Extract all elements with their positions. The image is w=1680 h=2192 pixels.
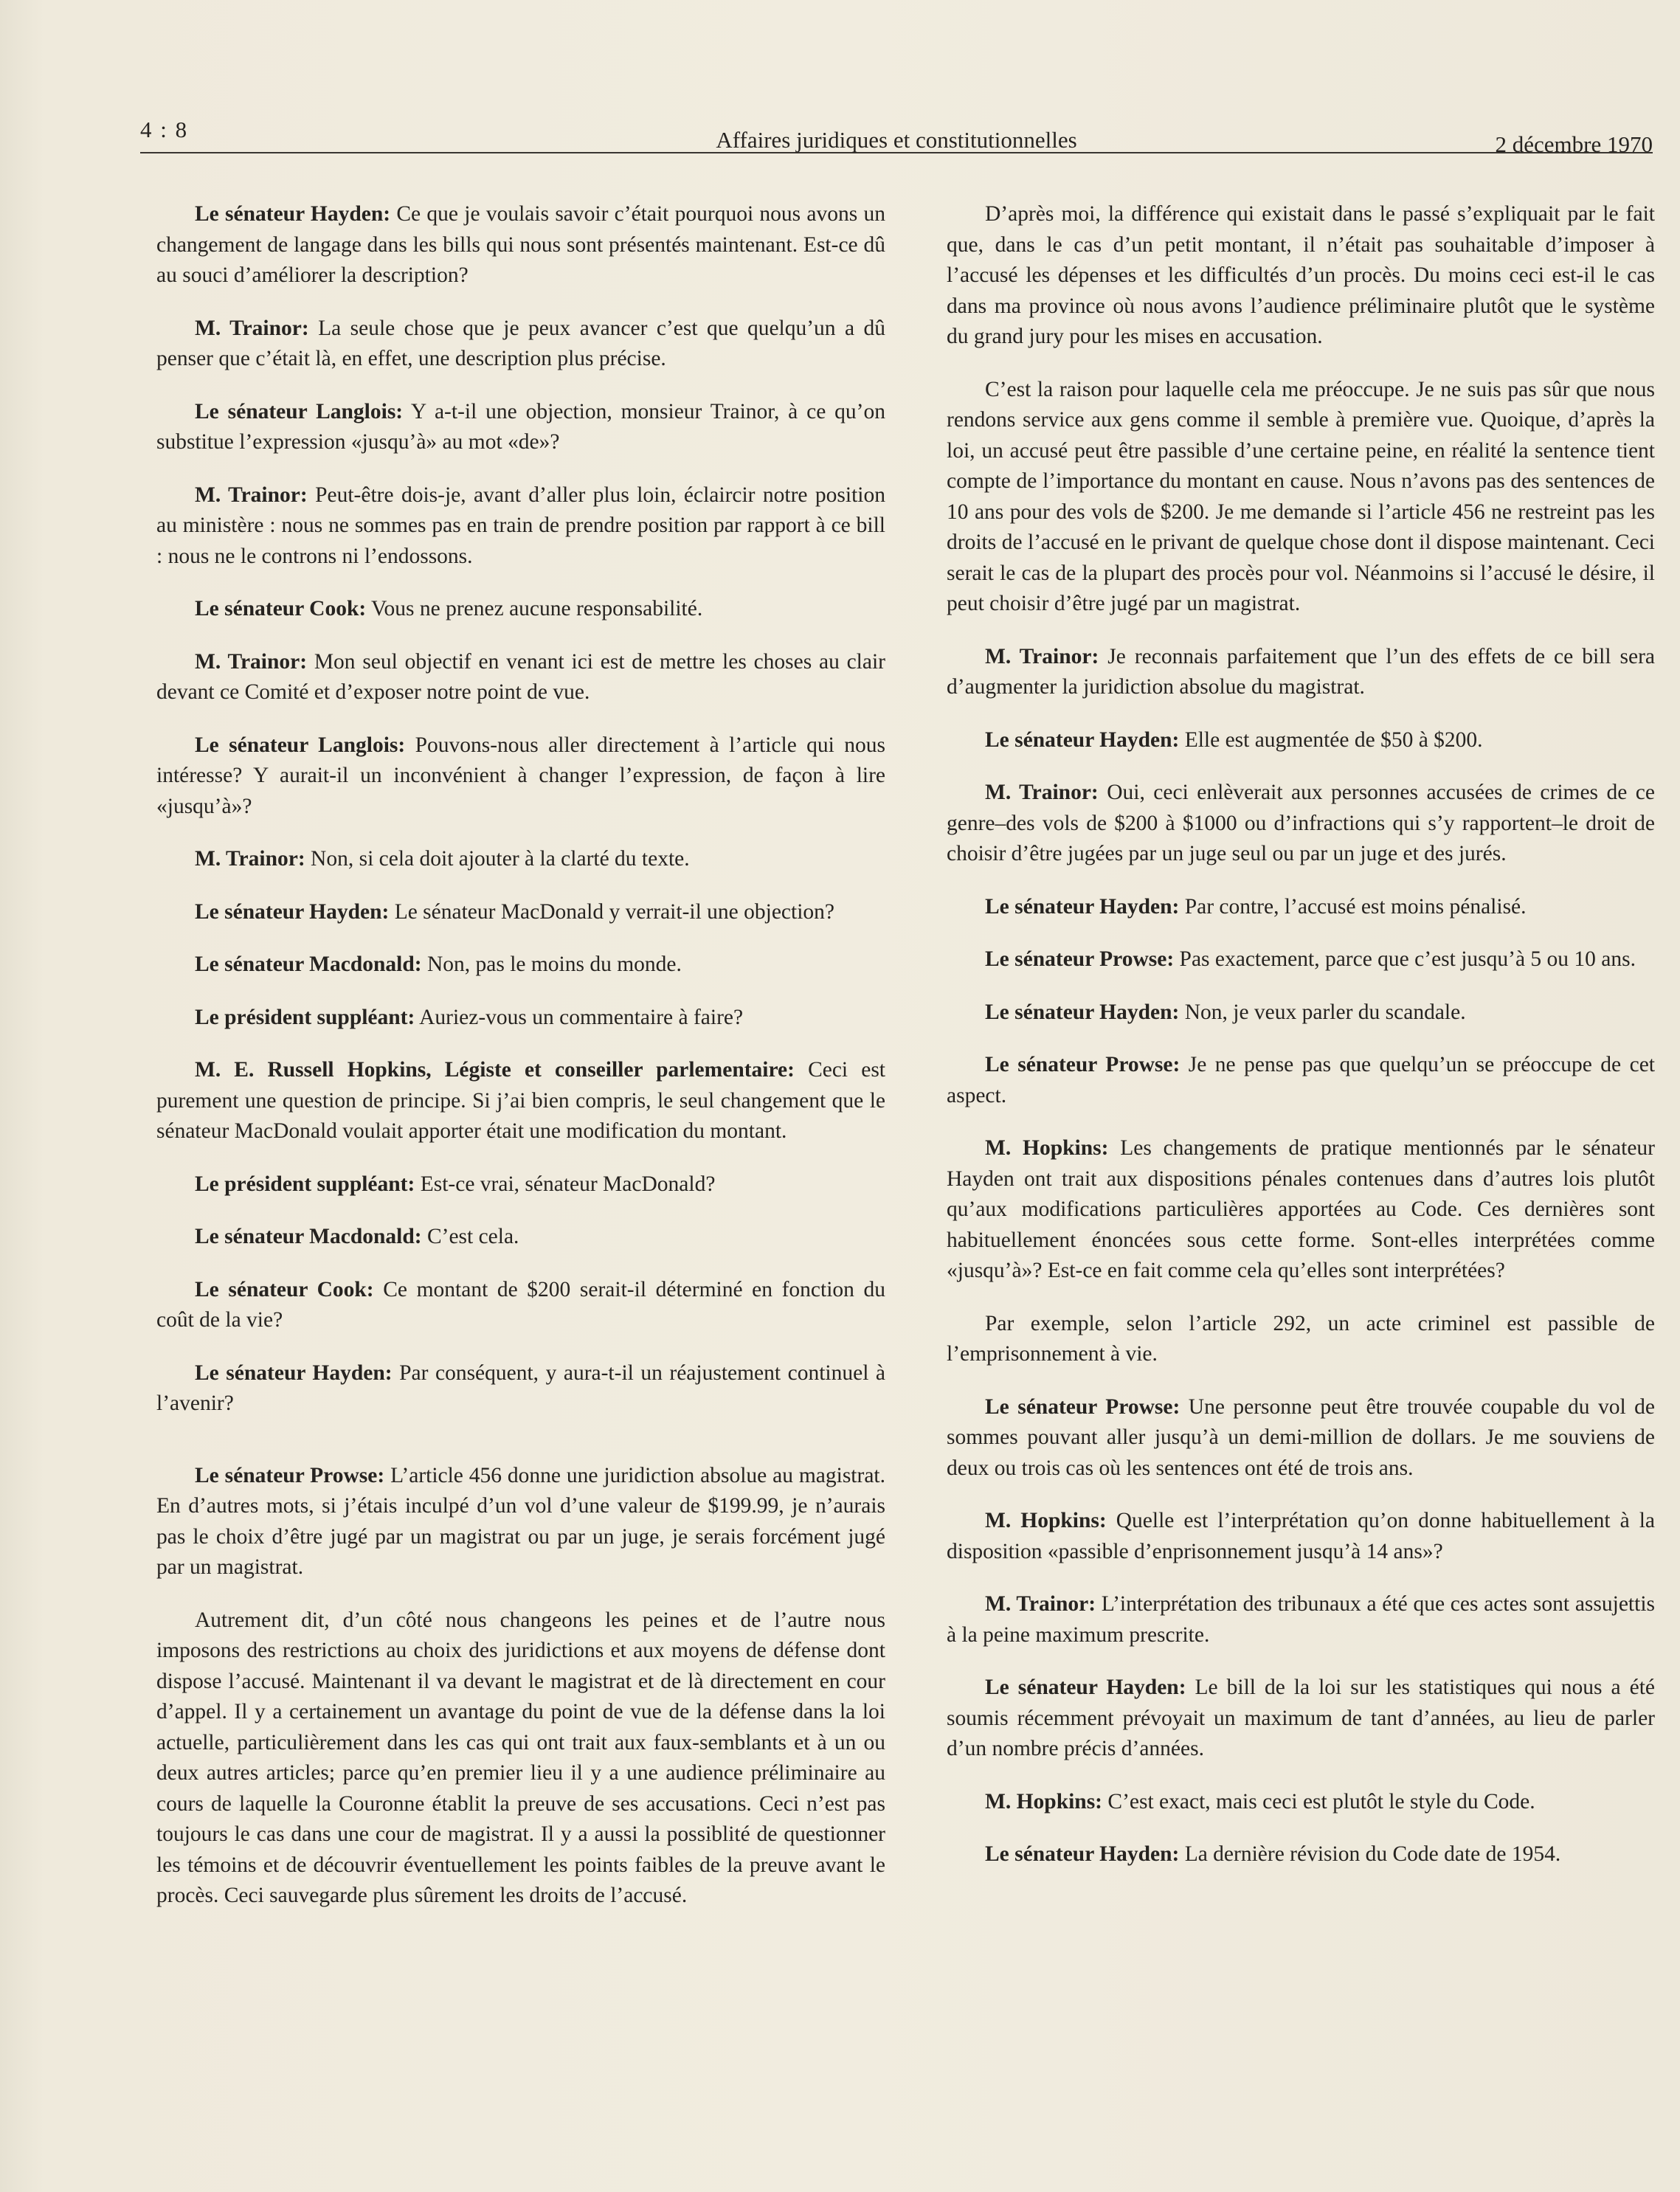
speaker-name: Le sénateur Hayden: bbox=[195, 202, 391, 226]
page-header bbox=[140, 111, 1653, 157]
speaker-name: M. Trainor: bbox=[195, 649, 308, 674]
speaker-name: Le sénateur Macdonald: bbox=[195, 952, 422, 976]
speaker-name: M. E. Russell Hopkins, Légiste et conseiller parlementaire: bbox=[195, 1058, 795, 1082]
paragraph-text: L’interprétation des tribunaux a été que ces actes sont assujettis à la peine maximum prescrite. bbox=[947, 1592, 1655, 1647]
paragraph-text: Je reconnais parfaitement que l’un des effets de ce bill sera d’augmenter la juridiction absolue du magistrat. bbox=[947, 644, 1656, 699]
paragraph-text: Non, pas le moins du monde. bbox=[421, 952, 682, 976]
paragraph-text: Non, si cela doit ajouter à la clarté du texte. bbox=[305, 847, 690, 871]
speaker-name: M. Trainor: bbox=[985, 644, 1099, 668]
transcript-paragraph bbox=[156, 594, 885, 625]
transcript-paragraph bbox=[156, 950, 885, 981]
transcript-paragraph bbox=[947, 778, 1655, 870]
transcript-paragraph bbox=[156, 1003, 885, 1034]
speaker-name: Le sénateur Hayden: bbox=[985, 894, 1180, 919]
speaker-name: M. Hopkins: bbox=[985, 1136, 1109, 1160]
paragraph-text: D’après moi, la différence qui existait dans le passé s’expliquait par le fait que, dans le cas d’un petit montant, il n’était pas souhaitable d’imposer à l’accusé les dépenses et les difficultés d’un procès. Du moins ceci est-il le cas dans ma province où nous avons l’audience préliminaire plutôt que le système du grand jury pour les mises en accusation. bbox=[947, 202, 1655, 348]
speaker-name: M. Trainor: bbox=[985, 781, 1099, 804]
transcript-paragraph bbox=[947, 1392, 1655, 1484]
transcript-paragraph bbox=[156, 1358, 885, 1420]
speaker-name: Le sénateur Macdonald: bbox=[195, 1225, 422, 1248]
paragraph-text: Par conséquent, y aura-t-il un réajustement continuel à l’avenir? bbox=[156, 1361, 886, 1415]
paragraph-text: La seule chose que je peux avancer c’est que quelqu’un a dû penser que c’était là, en effet, une description plus précise. bbox=[156, 316, 885, 370]
transcript-paragraph bbox=[947, 199, 1655, 353]
transcript-paragraph bbox=[947, 725, 1655, 756]
paragraph-text: Pas exactement, parce que c’est jusqu’à 5 ou 10 ans. bbox=[1174, 947, 1636, 971]
transcript-paragraph bbox=[156, 314, 885, 375]
paragraph-text: Pouvons-nous aller directement à l’article qui nous intéresse? Y aurait-il un inconvénient à changer l’expression, de façon à lire «jusqu’à»? bbox=[156, 733, 885, 818]
transcript-paragraph bbox=[947, 1050, 1655, 1111]
transcript-paragraph bbox=[156, 1055, 885, 1147]
transcript-paragraph bbox=[947, 1839, 1655, 1870]
transcript-paragraph bbox=[947, 944, 1655, 975]
paragraph-text: Ceci est purement une question de principe. Si j’ai bien compris, le seul changement que le sénateur MacDonald voulait apporter était une modification du montant. bbox=[156, 1058, 885, 1143]
paragraph-text: C’est cela. bbox=[421, 1225, 519, 1248]
paragraph-text: C’est exact, mais ceci est plutôt le style du Code. bbox=[1102, 1789, 1535, 1814]
paragraph-text: Le sénateur MacDonald y verrait-il une objection? bbox=[389, 899, 834, 924]
speaker-name: Le sénateur Prowse: bbox=[195, 1463, 385, 1487]
speaker-name: Le sénateur Hayden: bbox=[985, 1000, 1180, 1024]
paragraph-text: Par exemple, selon l’article 292, un acte criminel est passible de l’emprisonnement à vie. bbox=[947, 1311, 1655, 1366]
header-date: 2 décembre 1970 bbox=[1495, 131, 1653, 157]
right-column bbox=[947, 199, 1655, 1892]
paragraph-text: Quelle est l’interprétation qu’on donne habituellement à la disposition «passible d’enprisonnement jusqu’à 14 ans»? bbox=[947, 1509, 1655, 1563]
transcript-paragraph bbox=[156, 1222, 885, 1253]
transcript-paragraph bbox=[947, 998, 1655, 1028]
speaker-name: Le sénateur Hayden: bbox=[985, 1842, 1180, 1866]
paragraph-text: Elle est augmentée de $50 à $200. bbox=[1179, 727, 1483, 752]
paragraph-text: Y a-t-il une objection, monsieur Trainor, à ce qu’on substitue l’expression «jusqu’à» au mot «de»? bbox=[156, 399, 885, 454]
transcript-paragraph bbox=[947, 892, 1655, 923]
paragraph-text: Est-ce vrai, sénateur MacDonald? bbox=[415, 1172, 716, 1196]
transcript-paragraph bbox=[947, 1589, 1655, 1650]
transcript-paragraph bbox=[947, 1133, 1655, 1287]
transcript-paragraph bbox=[947, 1673, 1655, 1765]
paragraph-text: La dernière révision du Code date de 1954. bbox=[1179, 1842, 1561, 1866]
transcript-paragraph bbox=[156, 1169, 885, 1200]
paragraph-text: Mon seul objectif en venant ici est de mettre les choses au clair devant ce Comité et d’exposer notre point de vue. bbox=[156, 649, 885, 704]
transcript-paragraph bbox=[156, 647, 885, 708]
speaker-name: Le président suppléant: bbox=[195, 1005, 415, 1029]
speaker-name: Le sénateur Prowse: bbox=[985, 1053, 1181, 1076]
running-title: Affaires juridiques et constitutionnelles bbox=[716, 127, 1077, 153]
transcript-paragraph bbox=[947, 642, 1655, 703]
transcript-paragraph bbox=[156, 397, 885, 458]
paragraph-text: Les changements de pratique mentionnés par le sénateur Hayden ont trait aux dispositions pénales contenues dans d’autres lois plutôt qu’aux modifications particulières apportées au Code. Ces dernières sont habituellement énoncées sous cette forme. Sont-elles interprétées comme «jusqu’à»? Est-ce en fait comme cela qu’elles sont interprétées? bbox=[947, 1136, 1655, 1282]
speaker-name: M. Hopkins: bbox=[985, 1509, 1107, 1532]
speaker-name: Le sénateur Hayden: bbox=[195, 899, 390, 924]
transcript-paragraph bbox=[156, 1605, 885, 1912]
speaker-name: Le sénateur Hayden: bbox=[985, 1676, 1186, 1699]
paragraph-text: L’article 456 donne une juridiction absolue au magistrat. En d’autres mots, si j’étais inculpé d’un vol d’une valeur de $199.99, je n’aurais pas le choix d’être jugé par un magistrat ou par un juge, je serais forcément jugé par un magistrat. bbox=[156, 1463, 885, 1579]
transcript-paragraph bbox=[156, 897, 885, 928]
speaker-name: Le sénateur Prowse: bbox=[985, 947, 1175, 971]
page-number: 4 : 8 bbox=[140, 117, 189, 142]
speaker-name: M. Trainor: bbox=[195, 483, 308, 507]
speaker-name: M. Trainor: bbox=[195, 847, 305, 871]
speaker-name: Le sénateur Cook: bbox=[195, 1277, 374, 1301]
transcript-paragraph bbox=[156, 1461, 885, 1583]
speaker-name: Le sénateur Cook: bbox=[195, 597, 367, 620]
paragraph-text: Auriez-vous un commentaire à faire? bbox=[415, 1005, 744, 1029]
transcript-paragraph bbox=[947, 1506, 1655, 1567]
paragraph-text: Vous ne prenez aucune responsabilité. bbox=[366, 597, 703, 620]
transcript-paragraph bbox=[156, 199, 885, 291]
speaker-name: Le sénateur Langlois: bbox=[195, 733, 406, 757]
speaker-name: Le sénateur Hayden: bbox=[985, 727, 1180, 752]
speaker-name: M. Trainor: bbox=[195, 316, 309, 340]
paragraph-text: Peut-être dois-je, avant d’aller plus loin, éclaircir notre position au ministère : nous ne sommes pas en train de prendre position par rapport à ce bill : nous ne le controns ni l’endossons. bbox=[156, 483, 885, 568]
transcript-paragraph bbox=[156, 730, 885, 823]
left-column bbox=[156, 199, 885, 1934]
paragraph-text: Ce montant de $200 serait-il déterminé en fonction du coût de la vie? bbox=[156, 1277, 885, 1332]
transcript-paragraph bbox=[947, 1309, 1655, 1370]
paragraph-text: Ce que je voulais savoir c’était pourquoi nous avons un changement de langage dans les bills qui nous sont présentés maintenant. Est-ce dû au souci d’améliorer la description? bbox=[156, 202, 886, 287]
speaker-name: M. Hopkins: bbox=[985, 1789, 1103, 1814]
speaker-name: Le sénateur Langlois: bbox=[195, 399, 404, 423]
transcript-paragraph bbox=[947, 375, 1655, 620]
transcript-paragraph bbox=[947, 1787, 1655, 1818]
paragraph-text: Par contre, l’accusé est moins pénalisé. bbox=[1179, 894, 1527, 919]
paragraph-text: Le bill de la loi sur les statistiques qui nous a été soumis récemment prévoyait un maximum de tant d’années, au lieu de parler d’un nombre précis d’années. bbox=[947, 1676, 1656, 1760]
paragraph-text: C’est la raison pour laquelle cela me préoccupe. Je ne suis pas sûr que nous rendons service aux gens comme il semble à première vue. Quoique, d’après la loi, un accusé peut être passible d’une certaine peine, en réalité la sentence tient compte de l’importance du montant en cause. Nous n’avons pas des sentences de 10 ans pour des vols de $200. Je me demande si l’article 456 ne restreint pas les droits de l’accusé en le privant de quelque chose dont il dispose maintenant. Ceci serait le cas de la plupart des procès pour vol. Néanmoins si l’accusé le désire, il peut choisir d’être jugé par un magistrat. bbox=[947, 377, 1655, 615]
speaker-name: Le sénateur Hayden: bbox=[195, 1361, 393, 1385]
transcript-paragraph bbox=[156, 1275, 885, 1336]
paragraph-text: Oui, ceci enlèverait aux personnes accusées de crimes de ce genre–des vols de $200 à $1000 ou d’infractions qui s’y rapportent–le droit de choisir d’être jugées par un juge seul ou par un juge et des jurés. bbox=[947, 781, 1655, 865]
paragraph-text: Non, je veux parler du scandale. bbox=[1179, 1000, 1466, 1024]
speaker-name: Le sénateur Prowse: bbox=[985, 1394, 1181, 1419]
transcript-paragraph bbox=[156, 480, 885, 573]
paragraph-text: Autrement dit, d’un côté nous changeons les peines et de l’autre nous imposons des restrictions au choix des juridictions et aux moyens de défense dont dispose l’accusé. Maintenant il va devant le magistrat et de là directement en cour d’appel. Il y a certainement un avantage du point de vue de la défense dans la loi actuelle, particulièrement dans les cas qui ont trait aux faux-semblants et à un ou deux autres articles; parce qu’en premier lieu il y a une audience préliminaire au cours de laquelle la Couronne établit la preuve de ses accusations. Ceci n’est pas toujours le cas dans une cour de magistrat. Il y a aussi la possiblité de questionner les témoins et de découvrir éventuellement les points faibles de la preuve avant le procès. Ceci sauvegarde plus sûrement les droits de l’accusé. bbox=[156, 1608, 885, 1907]
paragraph-text: Une personne peut être trouvée coupable du vol de sommes pouvant aller jusqu’à un demi-million de dollars. Je me souviens de deux ou trois cas où les sentences ont été de trois ans. bbox=[947, 1394, 1656, 1480]
speaker-name: Le président suppléant: bbox=[195, 1172, 415, 1196]
transcript-paragraph bbox=[156, 844, 885, 875]
paragraph-text: Je ne pense pas que quelqu’un se préoccupe de cet aspect. bbox=[947, 1053, 1655, 1107]
speaker-name: M. Trainor: bbox=[985, 1592, 1096, 1616]
